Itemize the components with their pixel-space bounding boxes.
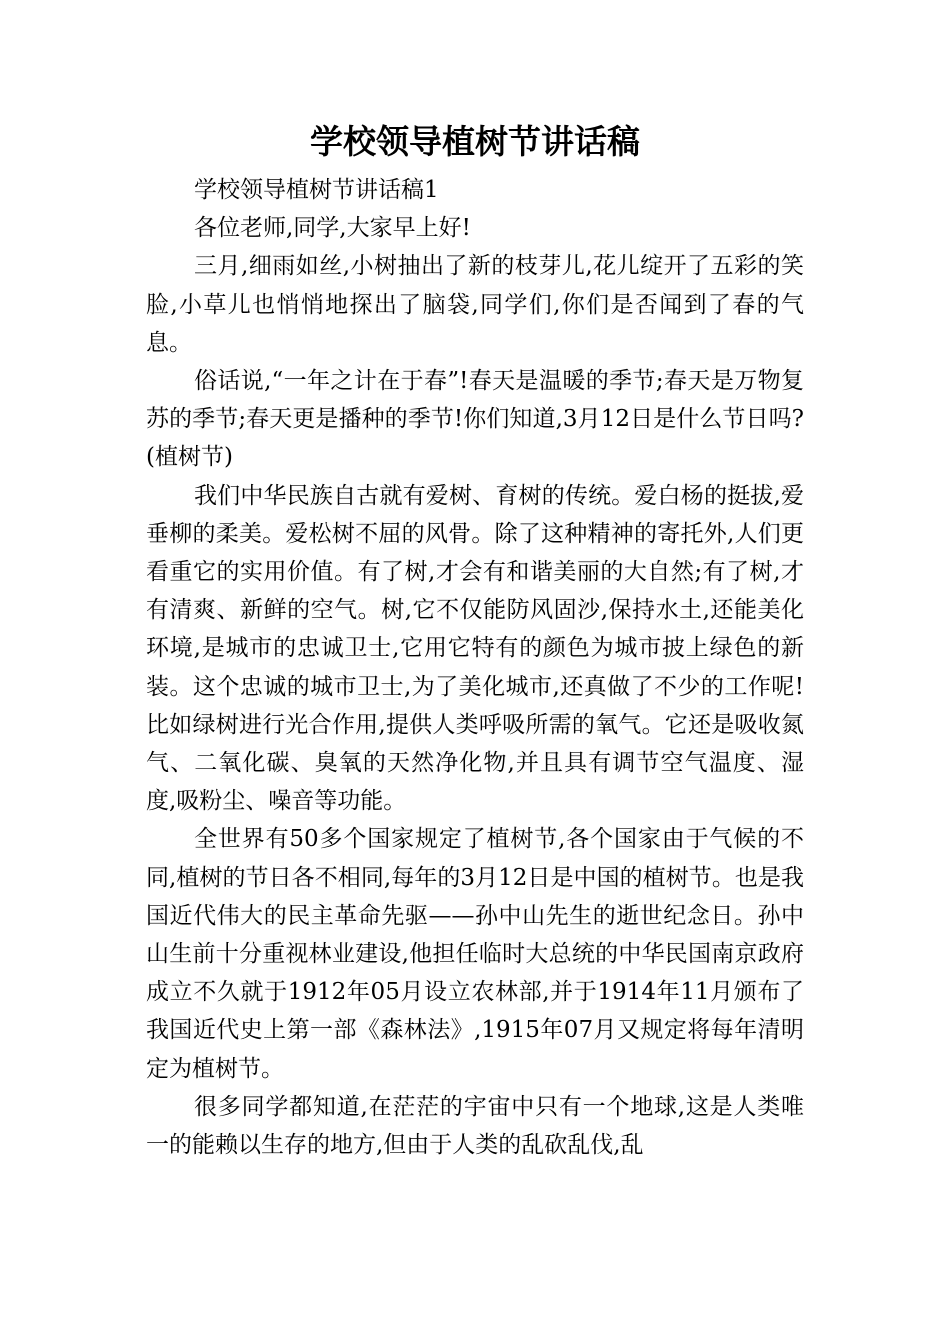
paragraph-heading: 学校领导植树节讲话稿1 (194, 177, 439, 203)
paragraph: 三月,细雨如丝,小树抽出了新的枝芽儿,花儿绽开了五彩的笑脸,小草儿也悄悄地探出了脑袋,同学们,你们是否闻到了春的气息。 (146, 253, 804, 356)
paragraph: 全世界有50多个国家规定了植树节,各个国家由于气候的不同,植树的节日各不相同,每年的3月12日是中国的植树节。也是我国近代伟大的民主革命先驱——孙中山先生的逝世纪念日。孙中山生前十分重视林业建设,他担任临时大总统的中华民国南京政府成立不久就于1912年05月设立农林部,并于1914年11月颁布了我国近代史上第一部《森林法》,1915年07月又规定将每年清明定为植树节。 (146, 826, 804, 1082)
paragraph: 很多同学都知道,在茫茫的宇宙中只有一个地球,这是人类唯一的能赖以生存的地方,但由于人类的乱砍乱伐,乱 (146, 1093, 804, 1159)
paragraph-greeting: 各位老师,同学,大家早上好! (194, 215, 471, 242)
paragraph: 俗话说,“一年之计在于春”!春天是温暖的季节;春天是万物复苏的季节;春天更是播种的季节!你们知道,3月12日是什么节日吗?(植树节) (146, 368, 804, 471)
paragraph: 我们中华民族自古就有爱树、育树的传统。爱白杨的挺拔,爱垂柳的柔美。爱松树不屈的风骨。除了这种精神的寄托外,人们更看重它的实用价值。有了树,才会有和谐美丽的大自然;有了树,才有清爽、新鲜的空气。树,它不仅能防风固沙,保持水土,还能美化环境,是城市的忠诚卫士,它用它特有的颜色为城市披上绿色的新装。这个忠诚的城市卫士,为了美化城市,还真做了不少的工作呢!比如绿树进行光合作用,提供人类呼吸所需的氧气。它还是吸收氮气、二氧化碳、臭氧的天然净化物,并且具有调节空气温度、湿度,吸粉尘、噪音等功能。 (146, 482, 804, 815)
document-title: 学校领导植树节讲话稿 (310, 122, 640, 161)
document-body (146, 171, 804, 1164)
